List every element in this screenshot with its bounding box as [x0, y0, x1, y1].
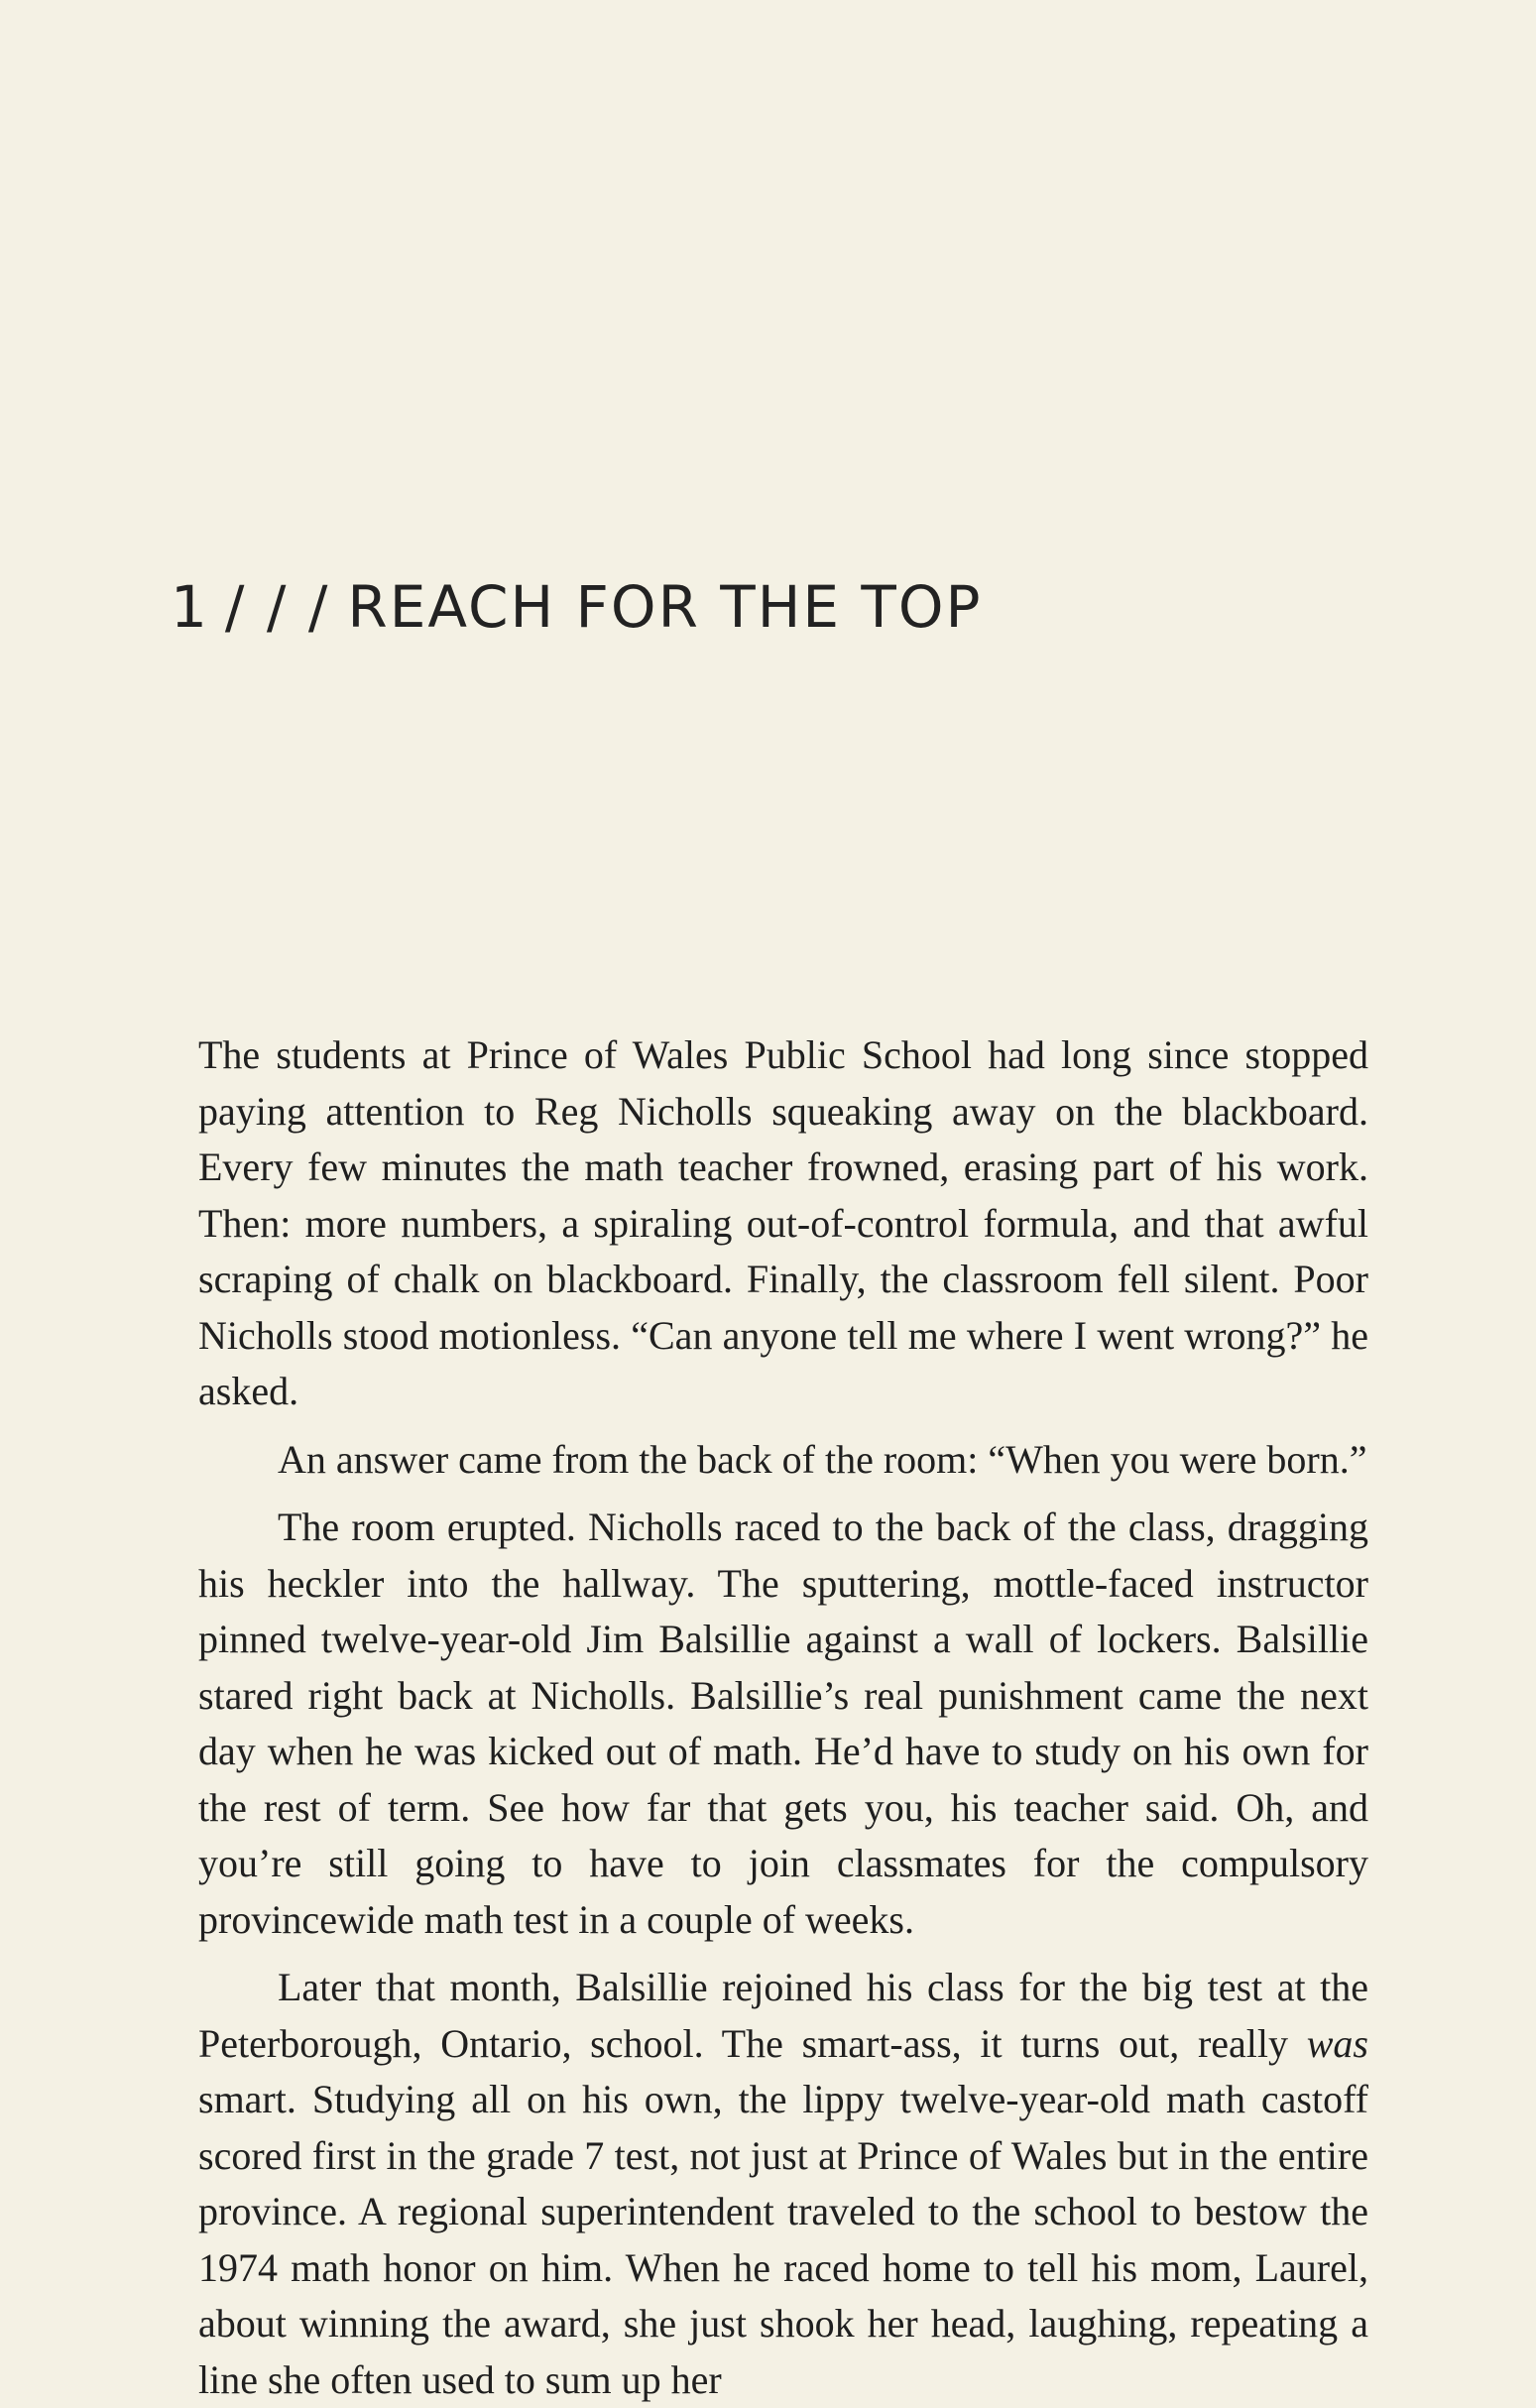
paragraph-2: An answer came from the back of the room: “When you were born.” [278, 1436, 1367, 1482]
paragraph-4-emphasis: was [1306, 2020, 1368, 2066]
chapter-separator: / / / [224, 573, 330, 641]
paragraph-1: The students at Prince of Wales Public School had long since stopped paying attention to Reg Nicholls squeaking away on the blackboard. Every few minutes the math teacher frowned, erasing part of his work. Then: more numbers, a spiraling out-of-control formula, and that awful scraping of chalk on blackboard. Finally, the classroom fell silent. Poor Nicholls stood motionless. “Can anyone tell me where I went wrong?” he asked. [198, 1032, 1368, 1413]
chapter-heading [171, 567, 1360, 647]
paragraph-4 [198, 1960, 1368, 2408]
chapter-number: 1 [171, 573, 209, 641]
paragraph-3: The room erupted. Nicholls raced to the back of the class, dragging his heckler into the hallway. The sputtering, mottle-faced instructor pinned twelve-year-old Jim Balsillie against a wall of lockers. Balsillie stared right back at Nicholls. Balsillie’s real punishment came the next day when he was kicked out of math. He’d have to study on his own for the rest of term. See how far that gets you, his teacher said. Oh, and you’re still going to have to join classmates for the compulsory provincewide math test in a couple of weeks. [198, 1505, 1368, 1942]
paragraph-4-after: smart. Studying all on his own, the lippy twelve-year-old math castoff scored first in the grade 7 test, not just at Prince of Wales but in the entire province. A regional superintendent traveled to the school to bestow the 1974 math honor on him. When he raced home to tell his mom, Laurel, about winning the award, she just shook her head, laughing, repeating a line she often used to sum up her [198, 2077, 1368, 2402]
paragraph-4-before: Later that month, Balsillie rejoined his class for the big test at the Peterborough, Ontario, school. The smart-ass, it turns out, really [198, 1965, 1368, 2066]
chapter-title: REACH FOR THE TOP [347, 573, 983, 641]
body-text [198, 1027, 1368, 2408]
